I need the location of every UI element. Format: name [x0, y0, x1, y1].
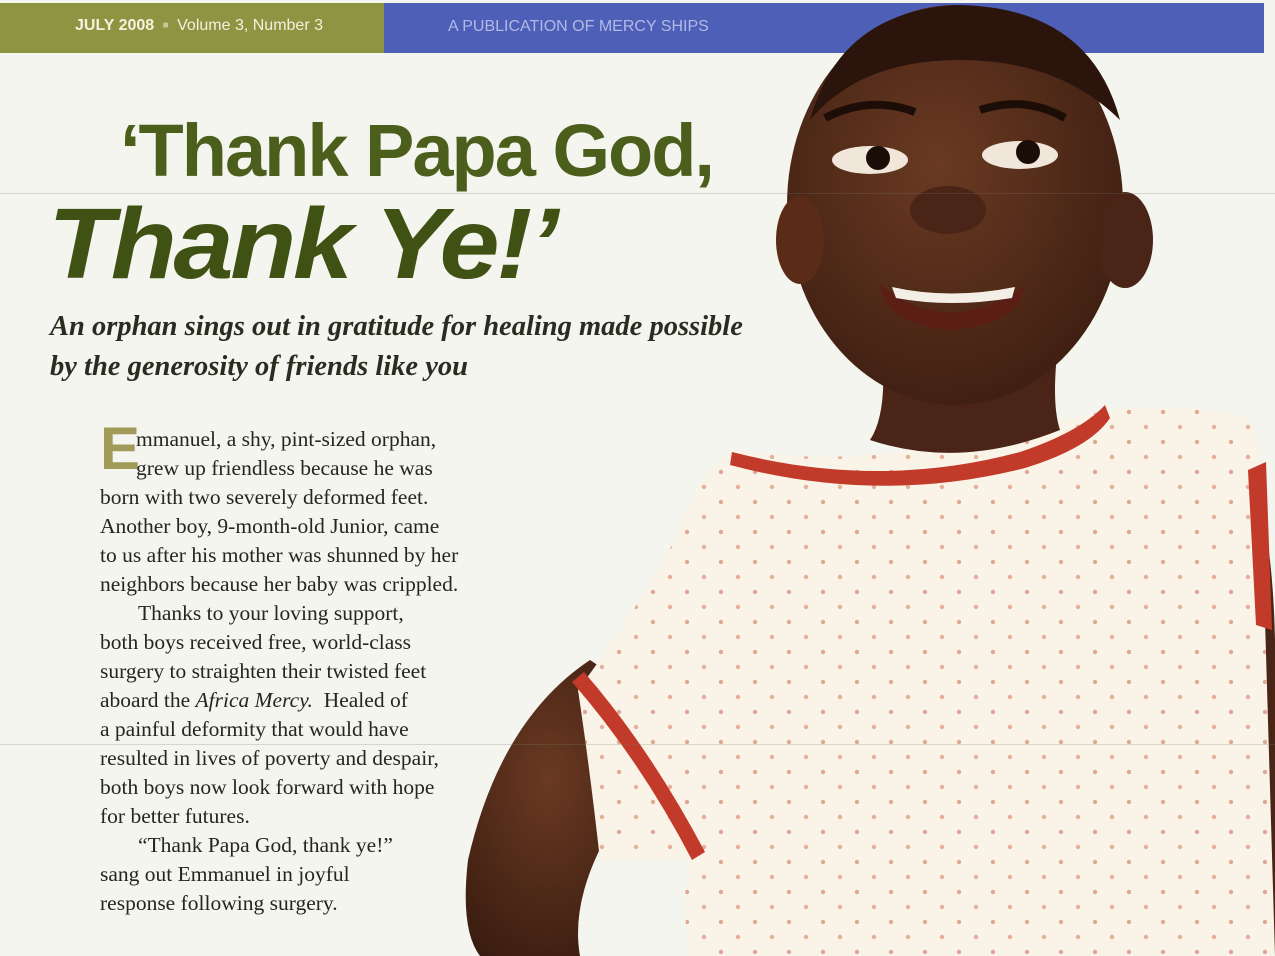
- body-line-ship: [100, 686, 540, 715]
- body-line: mmanuel, a shy, pint-sized orphan,: [136, 427, 437, 451]
- body-line: for better futures.: [100, 804, 250, 828]
- headline-line-2: Thank Ye!’: [48, 188, 556, 300]
- body-line: sang out Emmanuel in joyful: [100, 862, 350, 886]
- body-line: Thanks to your loving support,: [138, 601, 404, 625]
- headline-line-1: ‘Thank Papa God,: [120, 109, 713, 192]
- publication-name: A PUBLICATION OF MERCY SHIPS: [448, 18, 709, 35]
- body-line: to us after his mother was shunned by her: [100, 543, 459, 567]
- paper-fold: [0, 744, 1275, 745]
- body-line: grew up friendless because he was: [136, 456, 433, 480]
- drop-cap: E: [100, 415, 141, 482]
- ship-suffix: Healed of: [312, 688, 408, 712]
- issue-volume: Volume 3, Number 3: [177, 17, 323, 34]
- body-line: both boys received free, world-class: [100, 630, 412, 654]
- paper-fold: [0, 193, 1275, 194]
- issue-info: [75, 17, 323, 35]
- issue-date: JULY 2008: [75, 17, 155, 34]
- body-line: response following surgery.: [100, 891, 338, 915]
- issue-separator: ■: [162, 20, 169, 32]
- body-line: Another boy, 9-month-old Junior, came: [100, 514, 440, 538]
- body-line: resulted in lives of poverty and despair,: [100, 746, 439, 770]
- ship-prefix: aboard the: [100, 688, 196, 712]
- body-line: both boys now look forward with hope: [100, 775, 435, 799]
- subheadline: An orphan sings out in gratitude for healing made possible by the generosity of friends like you: [50, 311, 743, 382]
- body-line: “Thank Papa God, thank ye!”: [138, 833, 393, 857]
- body-line: neighbors because her baby was crippled.: [100, 572, 459, 596]
- body-line: surgery to straighten their twisted feet: [100, 659, 427, 683]
- body-line: a painful deformity that would have: [100, 717, 409, 741]
- ship-name: Africa Mercy.: [195, 688, 313, 712]
- body-line: born with two severely deformed feet.: [100, 485, 429, 509]
- article-body: [100, 415, 540, 918]
